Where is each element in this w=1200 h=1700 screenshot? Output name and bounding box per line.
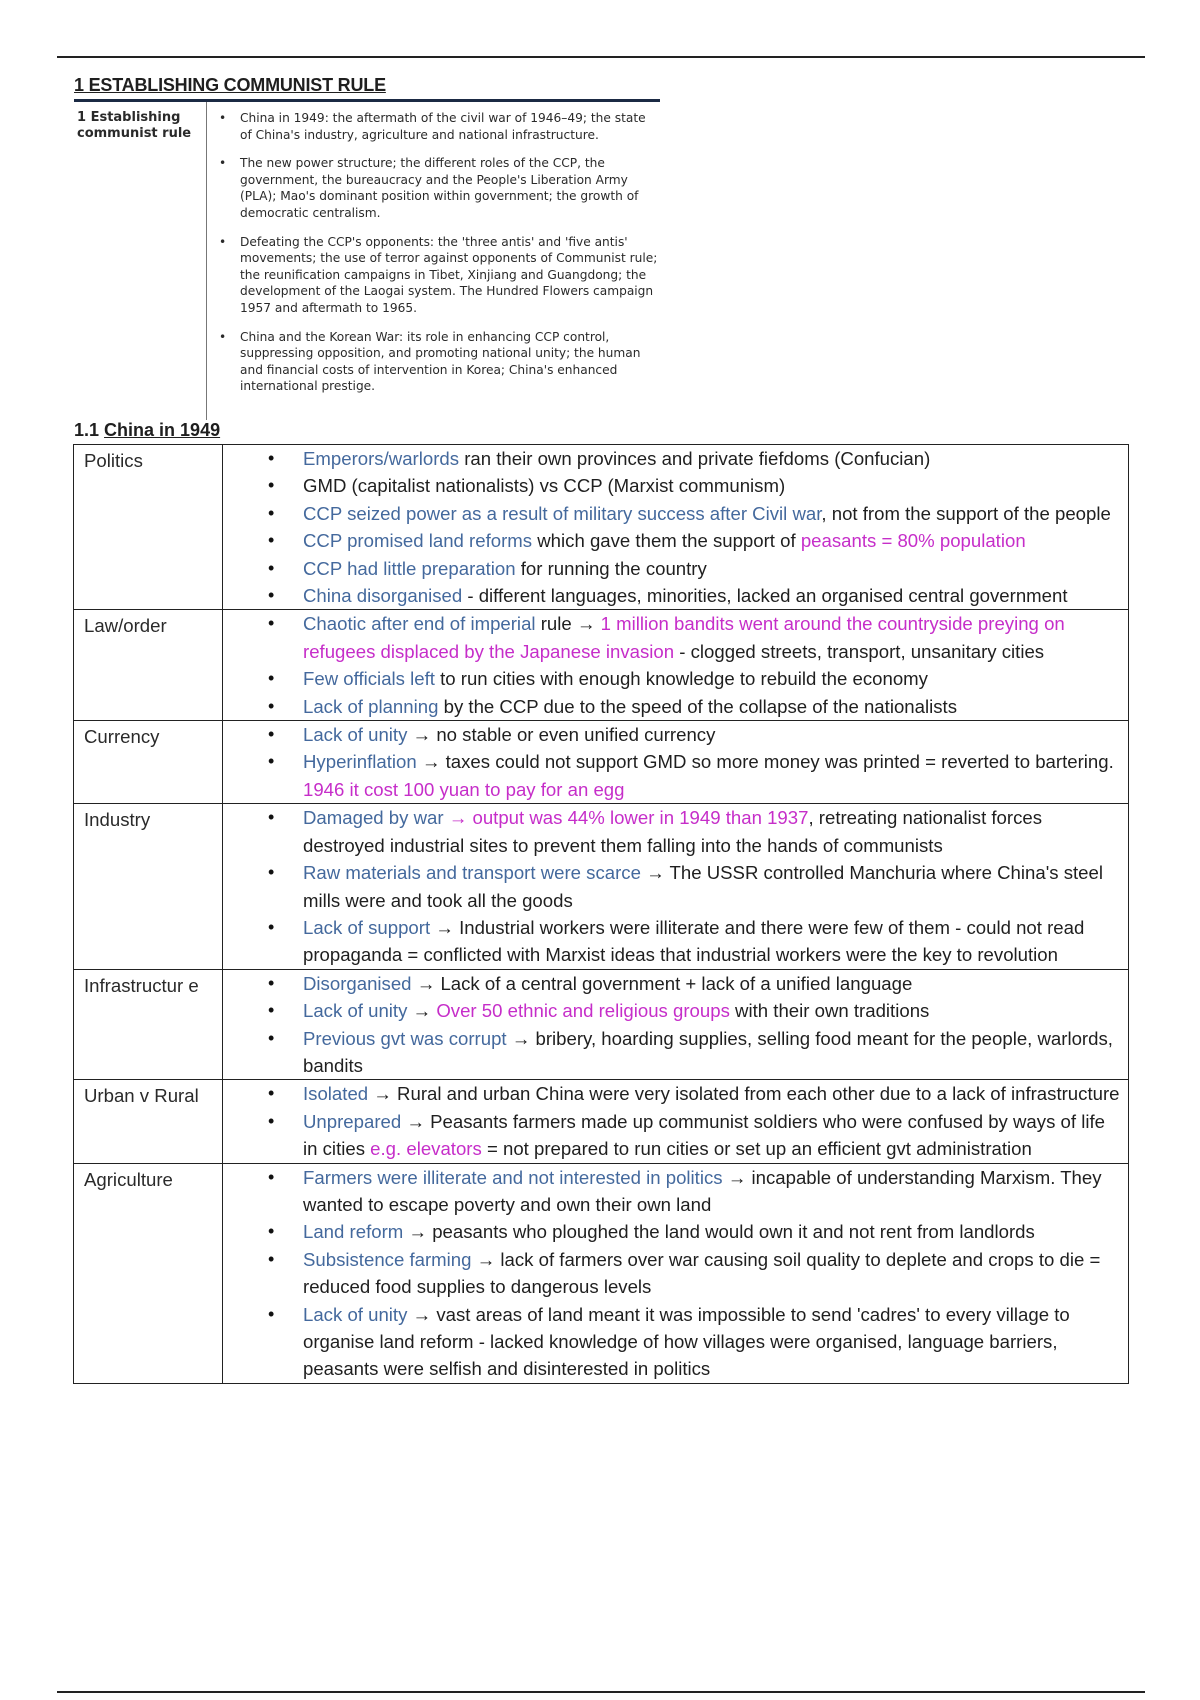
china-1949-table (73, 444, 1129, 1384)
bullet-item (73, 1246, 1120, 1301)
spec-point: • China in 1949: the aftermath of the civil war of 1946–49; the state of China's industry, agriculture and national infrastructure. (219, 111, 646, 142)
table-row (74, 445, 1129, 610)
body-text: → Industrial workers were illiterate and there were few of them - could not read propaganda = conflicted with Marxist ideas that industrial workers were the key to revolution (303, 916, 1085, 966)
body-text: → (407, 1000, 437, 1022)
body-text: rule → (535, 613, 601, 635)
keyword-text: Few officials left (303, 668, 435, 690)
table-row (74, 610, 1129, 721)
spec-point: • China and the Korean War: its role in enhancing CCP control, suppressing opposition, and promoting national unity; the human and financial costs of intervention in Korea; China's enhanced international prestige. (219, 329, 641, 394)
row-content (223, 1163, 1129, 1383)
top-rule (57, 56, 1145, 58)
row-content (223, 969, 1129, 1080)
body-text: , retreating nationalist forces destroyed industrial sites to prevent them falling into the hands of communists (303, 807, 1043, 856)
table-row (74, 969, 1129, 1080)
body-text: GMD (capitalist nationalists) vs CCP (Marxist communism) (303, 475, 786, 497)
keyword-text: CCP promised land reforms (303, 530, 533, 552)
row-content (223, 721, 1129, 804)
keyword-text: Lack of unity (303, 1303, 408, 1325)
bullet-item (73, 527, 1120, 554)
spec-heading: 1 Establishing communist rule (77, 110, 192, 141)
bullet-item (73, 693, 1120, 720)
bullet-item (73, 748, 1120, 803)
keyword-text: Raw materials and transport were scarce (303, 862, 641, 884)
fact-text: e.g. elevators (370, 1138, 482, 1160)
keyword-text: CCP seized power as a result of military success after Civil war (303, 502, 822, 524)
bullet-item (73, 804, 1120, 859)
fact-text: Over 50 ethnic and religious groups (436, 1000, 730, 1022)
body-text: = not prepared to run cities or set up an efficient gvt administration (481, 1138, 1032, 1160)
body-text: → no stable or even unified currency (407, 724, 716, 746)
body-text: → taxes could not support GMD so more money was printed = reverted to bartering. (416, 751, 1114, 773)
keyword-text: CCP had little preparation (303, 557, 516, 579)
fact-text: → output was 44% lower in 1949 than 1937 (443, 807, 809, 829)
table-row (74, 721, 1129, 804)
bullet-item (73, 1218, 1120, 1245)
spec-divider (206, 102, 207, 420)
bullet-item (73, 1164, 1120, 1219)
row-content (223, 445, 1129, 610)
row-label: Industry (74, 804, 223, 969)
body-text: ran their own provinces and private fiefdoms (Confucian) (459, 448, 931, 469)
bullet-item (73, 582, 1120, 609)
row-content (223, 804, 1129, 969)
bullet-list (223, 1164, 1120, 1383)
bullet-item (73, 1080, 1120, 1107)
keyword-text: Emperors/warlords (303, 448, 460, 469)
keyword-text: Isolated (303, 1083, 369, 1105)
body-text: - different languages, minorities, lacked an organised central government (462, 585, 1068, 607)
body-text: - clogged streets, transport, unsanitary cities (674, 640, 1045, 662)
section-title: China in 1949 (104, 420, 221, 440)
row-label: Law/order (74, 610, 223, 721)
section-heading (74, 420, 220, 441)
row-label: Agriculture (74, 1163, 223, 1383)
table-row (74, 1163, 1129, 1383)
bottom-rule (57, 1691, 1145, 1693)
document-title: 1 ESTABLISHING COMMUNIST RULE (74, 75, 386, 95)
body-text: → peasants who ploughed the land would own it and not rent from landlords (403, 1221, 1035, 1243)
keyword-text: Previous gvt was corrupt (303, 1027, 507, 1049)
keyword-text: Farmers were illiterate and not interested in politics (303, 1166, 723, 1188)
body-text: with their own traditions (729, 1000, 930, 1022)
spec-point: • The new power structure; the different roles of the CCP, the government, the bureaucracy and the People's Liberation Army (PLA); Mao's dominant position within government; the growth of democratic centralism. (219, 156, 639, 220)
bullet-item (73, 665, 1120, 692)
body-text: which gave them the support of (532, 530, 801, 552)
table-row (74, 1080, 1129, 1163)
bullet-item (73, 997, 1120, 1024)
body-text: → vast areas of land meant it was impossible to send 'cadres' to every village to organise land reform - lacked knowledge of how villages were organised, language barriers, peasants were selfish and disinterested in politics (303, 1303, 1070, 1380)
fact-text: 1 million bandits went around the countryside preying on refugees displaced by the Japanese invasion (303, 613, 1065, 662)
body-text: → Rural and urban China were very isolated from each other due to a lack of infrastructure (368, 1083, 1120, 1105)
specification-box (74, 99, 660, 420)
body-text: → The USSR controlled Manchuria where China's steel mills were and took all the goods (303, 862, 1103, 911)
keyword-text: Lack of support (303, 916, 431, 938)
row-label: Urban v Rural (74, 1080, 223, 1163)
bullet-item (73, 1301, 1120, 1383)
bullet-item (73, 472, 1120, 499)
spec-points (212, 110, 660, 407)
keyword-text: Subsistence farming (303, 1248, 472, 1270)
body-text: → lack of farmers over war causing soil quality to deplete and crops to die = reduced food supplies to dangerous levels (303, 1248, 1101, 1298)
bullet-list (223, 804, 1120, 968)
body-text: to run cities with enough knowledge to rebuild the economy (434, 668, 928, 690)
body-text: → incapable of understanding Marxism. They wanted to escape poverty and own their own land (303, 1166, 1102, 1215)
keyword-text: Unprepared (303, 1110, 402, 1132)
section-number: 1.1 (74, 420, 100, 440)
body-text: by the CCP due to the speed of the collapse of the nationalists (438, 695, 957, 717)
bullet-item (73, 1108, 1120, 1163)
keyword-text: Hyperinflation (303, 751, 417, 773)
bullet-item (73, 859, 1120, 914)
bullet-list (223, 721, 1120, 803)
bullet-list (223, 610, 1120, 720)
keyword-text: Land reform (303, 1221, 404, 1243)
keyword-text: Lack of unity (303, 1000, 408, 1022)
keyword-text: Chaotic after end of imperial (303, 613, 536, 635)
table-body (74, 445, 1129, 1384)
bullet-item (73, 721, 1120, 748)
body-text: → Lack of a central government + lack of a unified language (411, 972, 913, 994)
bullet-item (73, 1025, 1120, 1080)
row-content (223, 1080, 1129, 1163)
keyword-text: China disorganised (303, 585, 463, 607)
bullet-item (73, 610, 1120, 665)
body-text: for running the country (515, 557, 707, 579)
bullet-list (223, 1080, 1120, 1162)
bullet-item (73, 500, 1120, 527)
row-label: Currency (74, 721, 223, 804)
row-content (223, 610, 1129, 721)
bullet-item (73, 970, 1120, 997)
spec-point: • Defeating the CCP's opponents: the 'three antis' and 'five antis' movements; the use of terror against opponents of Communist rule; the reunification campaigns in Tibet, Xinjiang and Guangdong; the development of the Laogai system. The Hundred Flowers campaign 1957 and aftermath to 1965. (219, 234, 658, 315)
table-row (74, 804, 1129, 969)
row-label: Politics (74, 445, 223, 610)
body-text: → bribery, hoarding supplies, selling food meant for the people, warlords, bandits (303, 1027, 1113, 1076)
bullet-list (223, 970, 1120, 1080)
body-text: → Peasants farmers made up communist soldiers who were confused by ways of life in cities (303, 1110, 1105, 1160)
fact-text: peasants = 80% population (800, 530, 1026, 552)
fact-text: 1946 it cost 100 yuan to pay for an egg (303, 778, 625, 800)
bullet-item (73, 555, 1120, 582)
keyword-text: Lack of planning (303, 695, 439, 717)
body-text: , not from the support of the people (821, 502, 1111, 524)
keyword-text: Lack of unity (303, 724, 408, 746)
bullet-list (223, 445, 1120, 609)
keyword-text: Damaged by war (303, 807, 444, 829)
bullet-item (73, 445, 1120, 472)
keyword-text: Disorganised (303, 972, 412, 994)
row-label: Infrastructur e (74, 969, 223, 1080)
bullet-item (73, 914, 1120, 969)
